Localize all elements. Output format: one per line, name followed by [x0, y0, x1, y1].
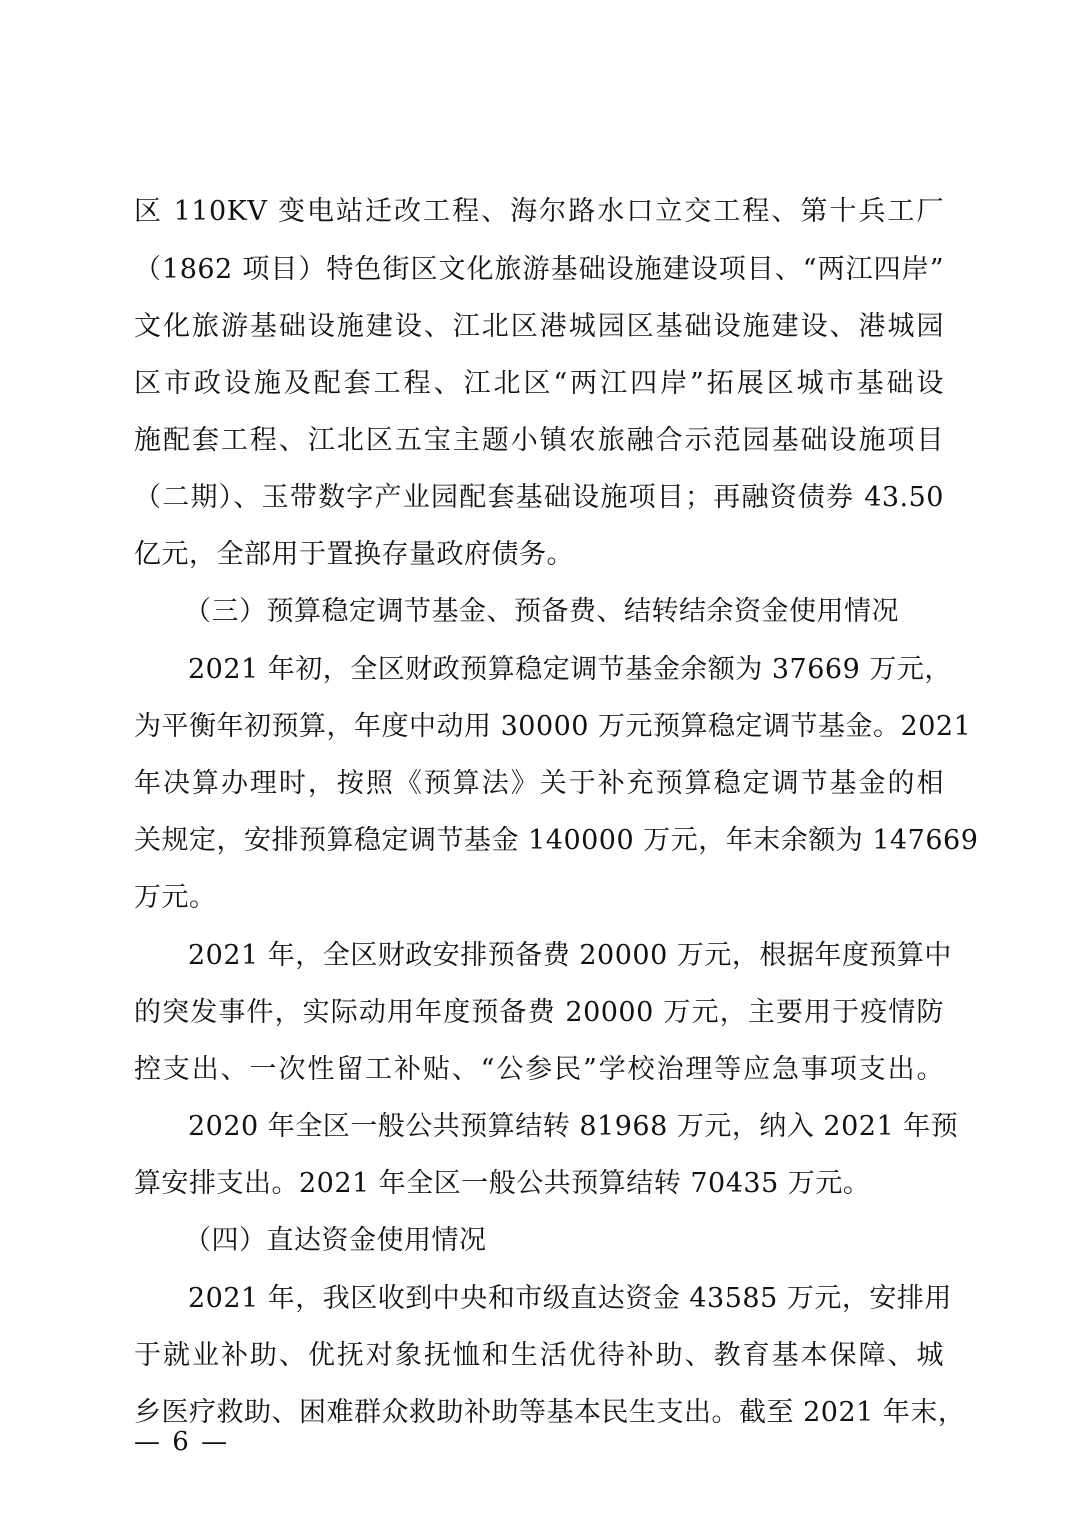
text-line: （二期）、玉带数字产业园配套基础设施项目；再融资债券 43.50 — [134, 482, 944, 513]
text-line: 施配套工程、江北区五宝主题小镇农旅融合示范园基础设施项目 — [134, 425, 944, 456]
text-line: 算安排支出。2021 年全区一般公共预算结转 70435 万元。 — [134, 1168, 871, 1199]
text-line: 2021 年初，全区财政预算稳定调节基金余额为 37669 万元， — [188, 654, 952, 685]
text-line: 控支出、一次性留工补贴、“公参民”学校治理等应急事项支出。 — [134, 1054, 944, 1085]
text-line: 关规定，安排预算稳定调节基金 140000 万元，年末余额为 147669 — [134, 825, 979, 856]
text-line: 于就业补助、优抚对象抚恤和生活优待补助、教育基本保障、城 — [134, 1340, 944, 1371]
text-line: 乡医疗救助、困难群众救助补助等基本民生支出。截至 2021 年末， — [134, 1397, 966, 1428]
text-line: 2020 年全区一般公共预算结转 81968 万元，纳入 2021 年预 — [188, 1111, 959, 1142]
text-line: （1862 项目）特色街区文化旅游基础设施建设项目、“两江四岸” — [134, 254, 944, 285]
text-line: 为平衡年初预算，年度中动用 30000 万元预算稳定调节基金。2021 — [134, 711, 972, 742]
text-line: 区市政设施及配套工程、江北区“两江四岸”拓展区城市基础设 — [134, 368, 944, 399]
text-line: 2021 年，全区财政安排预备费 20000 万元，根据年度预算中 — [188, 940, 952, 971]
text-line: 亿元，全部用于置换存量政府债务。 — [134, 539, 574, 570]
text-line: 年决算办理时，按照《预算法》关于补充预算稳定调节基金的相 — [134, 768, 944, 799]
section-heading-4: （四）直达资金使用情况 — [184, 1225, 487, 1256]
text-line: 的突发事件，实际动用年度预备费 20000 万元，主要用于疫情防 — [134, 997, 944, 1028]
section-heading-3: （三）预算稳定调节基金、预备费、结转结余资金使用情况 — [184, 596, 899, 627]
text-line: 文化旅游基础设施建设、江北区港城园区基础设施建设、港城园 — [134, 311, 944, 342]
text-line: 万元。 — [134, 882, 217, 913]
page-number: — 6 — — [134, 1427, 230, 1457]
text-line: 2021 年，我区收到中央和市级直达资金 43585 万元，安排用 — [188, 1283, 952, 1314]
text-line: 区 110KV 变电站迁改工程、海尔路水口立交工程、第十兵工厂 — [134, 196, 944, 227]
